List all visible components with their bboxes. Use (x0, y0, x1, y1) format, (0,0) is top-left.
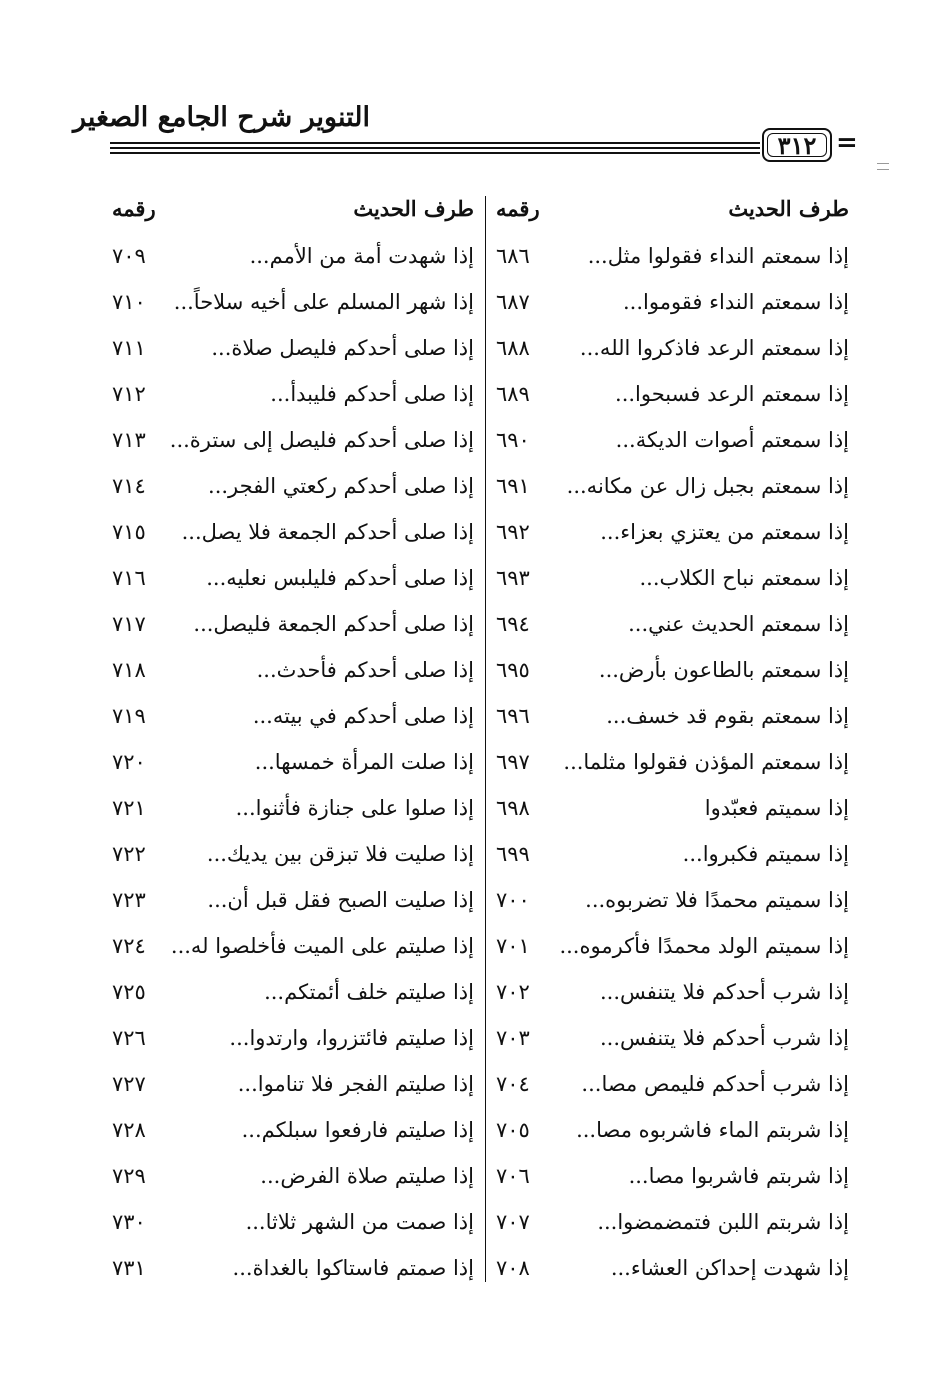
index-entry-text: إذا شربتم الماء فاشربوه مصا... (576, 1118, 849, 1142)
index-entry-text: إذا صلى أحدكم فليلبس نعليه... (206, 566, 474, 590)
index-entry-number: ٦٨٨ (496, 336, 530, 360)
column-divider (485, 196, 486, 1282)
index-entry-number: ٧٠٠ (496, 888, 530, 912)
index-entry-number: ٧١٩ (112, 704, 146, 728)
index-entry-number: ٧١٥ (112, 520, 146, 544)
index-entry-text: إذا سمعتم الحديث عني... (628, 612, 849, 636)
index-entry-number: ٧٢٤ (112, 934, 146, 958)
index-entry-text: إذا سميتم فعبّدوا (704, 796, 849, 820)
index-entry-number: ٧١٤ (112, 474, 146, 498)
index-entry-number: ٧٠٦ (496, 1164, 530, 1188)
index-entry-number: ٦٩٩ (496, 842, 530, 866)
index-entry-text: إذا شهدت إحداكن العشاء... (610, 1256, 849, 1280)
left-number-header: رقمه (112, 196, 156, 221)
index-entry-number: ٧٢٠ (112, 750, 146, 774)
index-entry-number: ٦٩٦ (496, 704, 530, 728)
header-rule-3 (110, 152, 760, 154)
index-entry-number: ٧١١ (112, 336, 146, 360)
index-entry-text: إذا صلى أحدكم في بيته... (252, 704, 474, 728)
index-entry-number: ٦٩٠ (496, 428, 530, 452)
index-entry-number: ٧٢٨ (112, 1118, 146, 1142)
index-entry-text: إذا صليت فلا تبزقن بين يديك... (206, 842, 474, 866)
index-entry-text: إذا شهدت أمة من الأمم... (249, 244, 474, 268)
index-entry-number: ٧٠٥ (496, 1118, 530, 1142)
index-entry-text: إذا شهر المسلم على أخيه سلاحاً... (173, 290, 474, 314)
left-title-header: طرف الحديث (353, 196, 474, 221)
index-entry-number: ٦٩٨ (496, 796, 530, 820)
index-entry-text: إذا سمعتم المؤذن فقولوا مثلما... (563, 750, 849, 774)
index-entry-number: ٧٣٠ (112, 1210, 146, 1234)
index-entry-text: إذا صمتم فاستاكوا بالغداة... (232, 1256, 474, 1280)
index-entry-number: ٧٢٣ (112, 888, 146, 912)
index-entry-text: إذا صمت من الشهر ثلاثا... (245, 1210, 474, 1234)
index-entry-number: ٧٢٧ (112, 1072, 146, 1096)
index-entry-text: إذا سمعتم أصوات الديكة... (615, 428, 849, 452)
index-entry-text: إذا شرب أحدكم فلا يتنفس... (600, 1026, 849, 1050)
index-entry-number: ٧٠٢ (496, 980, 530, 1004)
index-entry-number: ٦٨٩ (496, 382, 530, 406)
index-entry-number: ٦٩٥ (496, 658, 530, 682)
index-entry-number: ٧١٨ (112, 658, 146, 682)
index-entry-text: إذا صلى أحدكم ركعتي الفجر... (208, 474, 474, 498)
page-number-frame (762, 128, 832, 162)
index-entry-number: ٧١٢ (112, 382, 146, 406)
index-entry-number: ٧٢٩ (112, 1164, 146, 1188)
index-entry-number: ٧١٦ (112, 566, 146, 590)
index-entry-number: ٧٠٩ (112, 244, 146, 268)
index-entry-text: إذا صليتم صلاة الفرض... (260, 1164, 474, 1188)
index-entry-text: إذا سميتم محمدًا فلا تضربوه... (585, 888, 849, 912)
index-entry-text: إذا صلوا على جنازة فأثنوا... (235, 796, 474, 820)
index-entry-number: ٦٩١ (496, 474, 530, 498)
index-entry-number: ٦٩٢ (496, 520, 530, 544)
index-entry-number: ٦٨٧ (496, 290, 530, 314)
index-entry-number: ٦٩٤ (496, 612, 530, 636)
index-entry-text: إذا صليتم الفجر فلا تناموا... (237, 1072, 474, 1096)
page-number: ٣١٢ (777, 130, 817, 160)
index-entry-text: إذا شرب أحدكم فليمص مصا... (581, 1072, 849, 1096)
index-entry-number: ٧٢٢ (112, 842, 146, 866)
index-entry-number: ٧٠٣ (496, 1026, 530, 1050)
header-rule-2 (110, 147, 760, 149)
index-entry-text: إذا صلت المرأة خمسها... (254, 750, 474, 774)
index-entry-number: ٧٠١ (496, 934, 530, 958)
index-entry-number: ٦٨٦ (496, 244, 530, 268)
index-entry-number: ٧٠٨ (496, 1256, 530, 1280)
index-entry-number: ٧٢٦ (112, 1026, 146, 1050)
index-entry-text: إذا سمعتم الرعد فاذكروا الله... (579, 336, 849, 360)
index-entry-text: إذا صليت الصبح فقل قبل أن... (207, 888, 474, 912)
index-entry-text: إذا سمعتم بجبل زال عن مكانه... (566, 474, 849, 498)
index-entry-text: إذا صليتم خلف أئمتكم... (264, 980, 474, 1004)
index-entry-text: إذا صلى أحدكم الجمعة فليصل... (193, 612, 474, 636)
index-entry-number: ٦٩٣ (496, 566, 530, 590)
index-entry-number: ٦٩٧ (496, 750, 530, 774)
index-entry-text: إذا سميتم الولد محمدًا فأكرموه... (559, 934, 849, 958)
index-entry-number: ٧٠٤ (496, 1072, 530, 1096)
index-entry-text: إذا صليتم على الميت فأخلصوا له... (170, 934, 474, 958)
header-mark: = (836, 128, 858, 158)
index-entry-text: إذا صلى أحدكم فليصل إلى سترة... (169, 428, 474, 452)
index-entry-text: إذا سمعتم بالطاعون بأرض... (598, 658, 849, 682)
index-entry-number: ٧٢١ (112, 796, 146, 820)
index-entry-text: إذا سمعتم نباح الكلاب... (639, 566, 849, 590)
index-entry-text: إذا صلى أحدكم فليبدأ... (270, 382, 474, 406)
index-entry-text: إذا صلى أحدكم فليصل صلاة... (211, 336, 474, 360)
index-entry-text: إذا شربتم اللبن فتمضمضوا... (597, 1210, 849, 1234)
index-entry-text: إذا سمعتم النداء فقولوا مثل... (587, 244, 849, 268)
header-rule-1 (110, 142, 760, 144)
index-entry-text: إذا صليتم فارفعوا سبلكم... (241, 1118, 474, 1142)
running-header-title: التنوير شرح الجامع الصغير (73, 102, 370, 133)
index-entry-text: إذا صلى أحدكم فأحدث... (256, 658, 474, 682)
index-entry-number: ٧٢٥ (112, 980, 146, 1004)
index-entry-number: ٧١٠ (112, 290, 146, 314)
index-entry-text: إذا شربتم فاشربوا مصا... (628, 1164, 849, 1188)
index-entry-text: إذا سمعتم بقوم قد خسف... (606, 704, 849, 728)
right-number-header: رقمه (496, 196, 540, 221)
index-entry-text: إذا سمعتم من يعتزي بعزاء... (600, 520, 849, 544)
right-title-header: طرف الحديث (728, 196, 849, 221)
index-entry-number: ٧٠٧ (496, 1210, 530, 1234)
index-entry-text: إذا شرب أحدكم فلا يتنفس... (600, 980, 849, 1004)
index-entry-text: إذا صلى أحدكم الجمعة فلا يصل... (181, 520, 474, 544)
margin-mark (877, 163, 889, 175)
index-entry-number: ٧١٣ (112, 428, 146, 452)
index-entry-text: إذا صليتم فائتزروا، وارتدوا... (229, 1026, 474, 1050)
index-entry-number: ٧١٧ (112, 612, 146, 636)
index-entry-text: إذا سميتم فكبروا... (682, 842, 849, 866)
index-entry-text: إذا سمعتم النداء فقوموا... (623, 290, 849, 314)
index-entry-number: ٧٣١ (112, 1256, 146, 1280)
index-entry-text: إذا سمعتم الرعد فسبحوا... (615, 382, 849, 406)
